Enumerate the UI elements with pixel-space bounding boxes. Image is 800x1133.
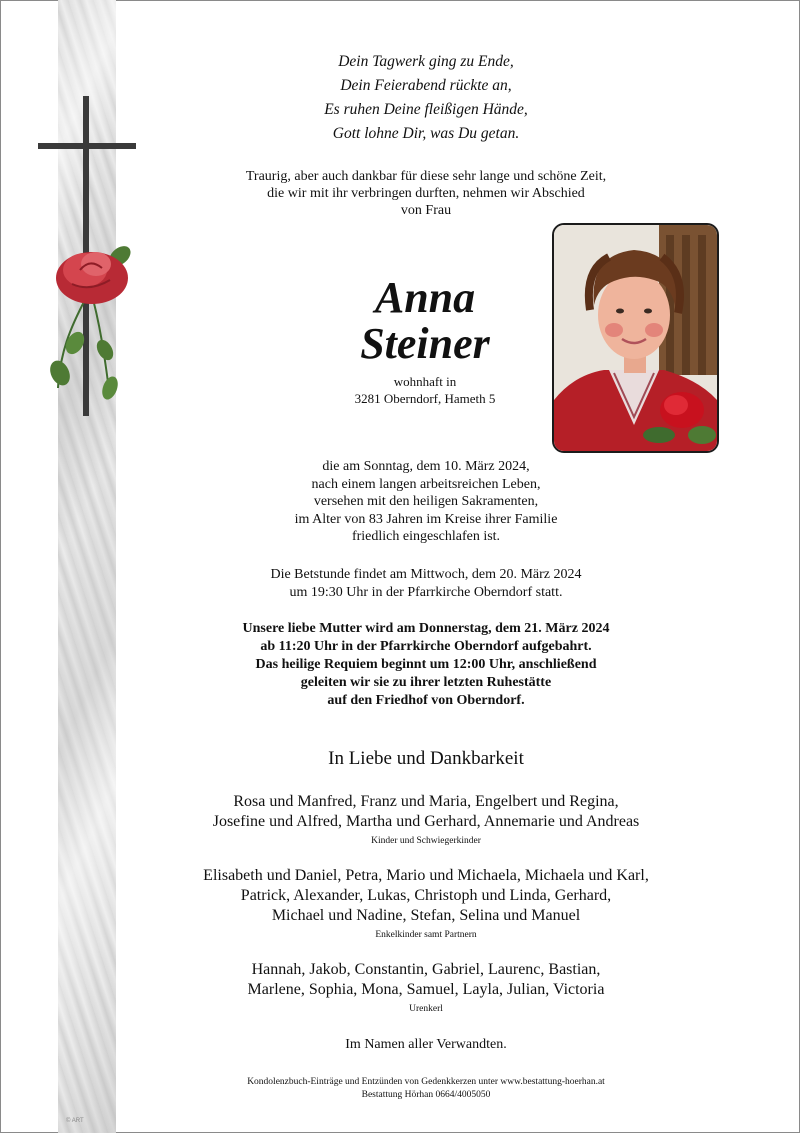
mourner-names: Hannah, Jakob, Constantin, Gabriel, Laurenc, Bastian, xyxy=(251,961,601,978)
poem-line: Dein Tagwerk ging zu Ende, xyxy=(338,53,514,70)
portrait-photo xyxy=(552,223,719,453)
mourner-group-great-grandchildren xyxy=(130,960,722,1016)
death-line: die am Sonntag, dem 10. März 2024, xyxy=(322,459,530,474)
memorial-poem xyxy=(130,50,722,146)
mourner-group-grandchildren xyxy=(130,866,722,942)
funeral-line: Unsere liebe Mutter wird am Donnerstag, dem 21. März 2024 xyxy=(242,621,610,636)
closing-line: Im Namen aller Verwandten. xyxy=(345,1037,507,1052)
intro-line: die wir mit ihr verbringen durften, nehmen wir Abschied xyxy=(267,186,585,201)
prayer-line: Die Betstunde findet am Mittwoch, dem 20. März 2024 xyxy=(270,567,582,582)
death-line: versehen mit den heiligen Sakramenten, xyxy=(313,494,539,509)
death-notice xyxy=(130,458,722,546)
address-line: 3281 Oberndorf, Hameth 5 xyxy=(354,391,496,406)
funeral-line: ab 11:20 Uhr in der Pfarrkirche Oberndorf aufgebahrt. xyxy=(260,639,592,654)
funeral-line: geleiten wir sie zu ihrer letzten Ruhestätte xyxy=(300,675,552,690)
residence-label: wohnhaft in xyxy=(393,374,457,389)
intro-text xyxy=(130,168,722,219)
poem-line: Dein Feierabend rückte an, xyxy=(340,77,512,94)
poem-line: Gott lohne Dir, was Du getan. xyxy=(332,125,520,142)
footer xyxy=(130,1076,722,1101)
mourner-role: Enkelkinder samt Partnern xyxy=(375,930,477,940)
mourner-names: Elisabeth und Daniel, Petra, Mario und Michaela, Michaela und Karl, xyxy=(203,867,649,884)
mourner-names: Rosa und Manfred, Franz und Maria, Engelbert und Regina, xyxy=(233,793,619,810)
death-line: im Alter von 83 Jahren im Kreise ihrer Familie xyxy=(294,511,558,527)
poem-line: Es ruhen Deine fleißigen Hände, xyxy=(324,101,528,118)
mourner-role: Kinder und Schwiegerkinder xyxy=(371,836,481,846)
death-line: friedlich eingeschlafen ist. xyxy=(351,529,501,544)
mourner-names: Patrick, Alexander, Lukas, Christoph und Linda, Gerhard, xyxy=(240,887,612,904)
cross-with-rose-icon xyxy=(30,88,142,448)
funeral-line: auf den Friedhof von Oberndorf. xyxy=(327,693,525,708)
funeral-line: Das heilige Requiem beginnt um 12:00 Uhr, anschließend xyxy=(255,657,597,672)
last-name: Steiner xyxy=(360,319,490,368)
mourner-role: Urenkerl xyxy=(409,1004,443,1014)
first-name: Anna xyxy=(374,273,476,322)
deceased-address xyxy=(300,373,550,407)
mourner-group-children xyxy=(130,792,722,848)
prayer-line: um 19:30 Uhr in der Pfarrkirche Oberndorf statt. xyxy=(289,584,563,600)
mourner-names: Josefine und Alfred, Martha und Gerhard, Annemarie und Andreas xyxy=(212,813,640,830)
funeral-details xyxy=(130,620,722,710)
deceased-name xyxy=(300,275,550,367)
intro-line: von Frau xyxy=(400,203,452,218)
prayer-service xyxy=(130,566,722,601)
footer-contact: Bestattung Hörhan 0664/4005050 xyxy=(361,1089,491,1100)
intro-line: Traurig, aber auch dankbar für diese sehr lange und schöne Zeit, xyxy=(245,169,607,184)
footer-condolence-link[interactable]: Kondolenzbuch-Einträge und Entzünden von Gedenkkerzen unter www.bestattung-hoerhan.at xyxy=(247,1077,605,1087)
love-heading: In Liebe und Dankbarkeit xyxy=(328,748,524,769)
mourner-names: Marlene, Sophia, Mona, Samuel, Layla, Julian, Victoria xyxy=(247,981,605,998)
copyright-mark: © ART xyxy=(66,1118,84,1124)
death-line: nach einem langen arbeitsreichen Leben, xyxy=(311,476,541,492)
mourner-names: Michael und Nadine, Stefan, Selina und Manuel xyxy=(271,907,581,924)
